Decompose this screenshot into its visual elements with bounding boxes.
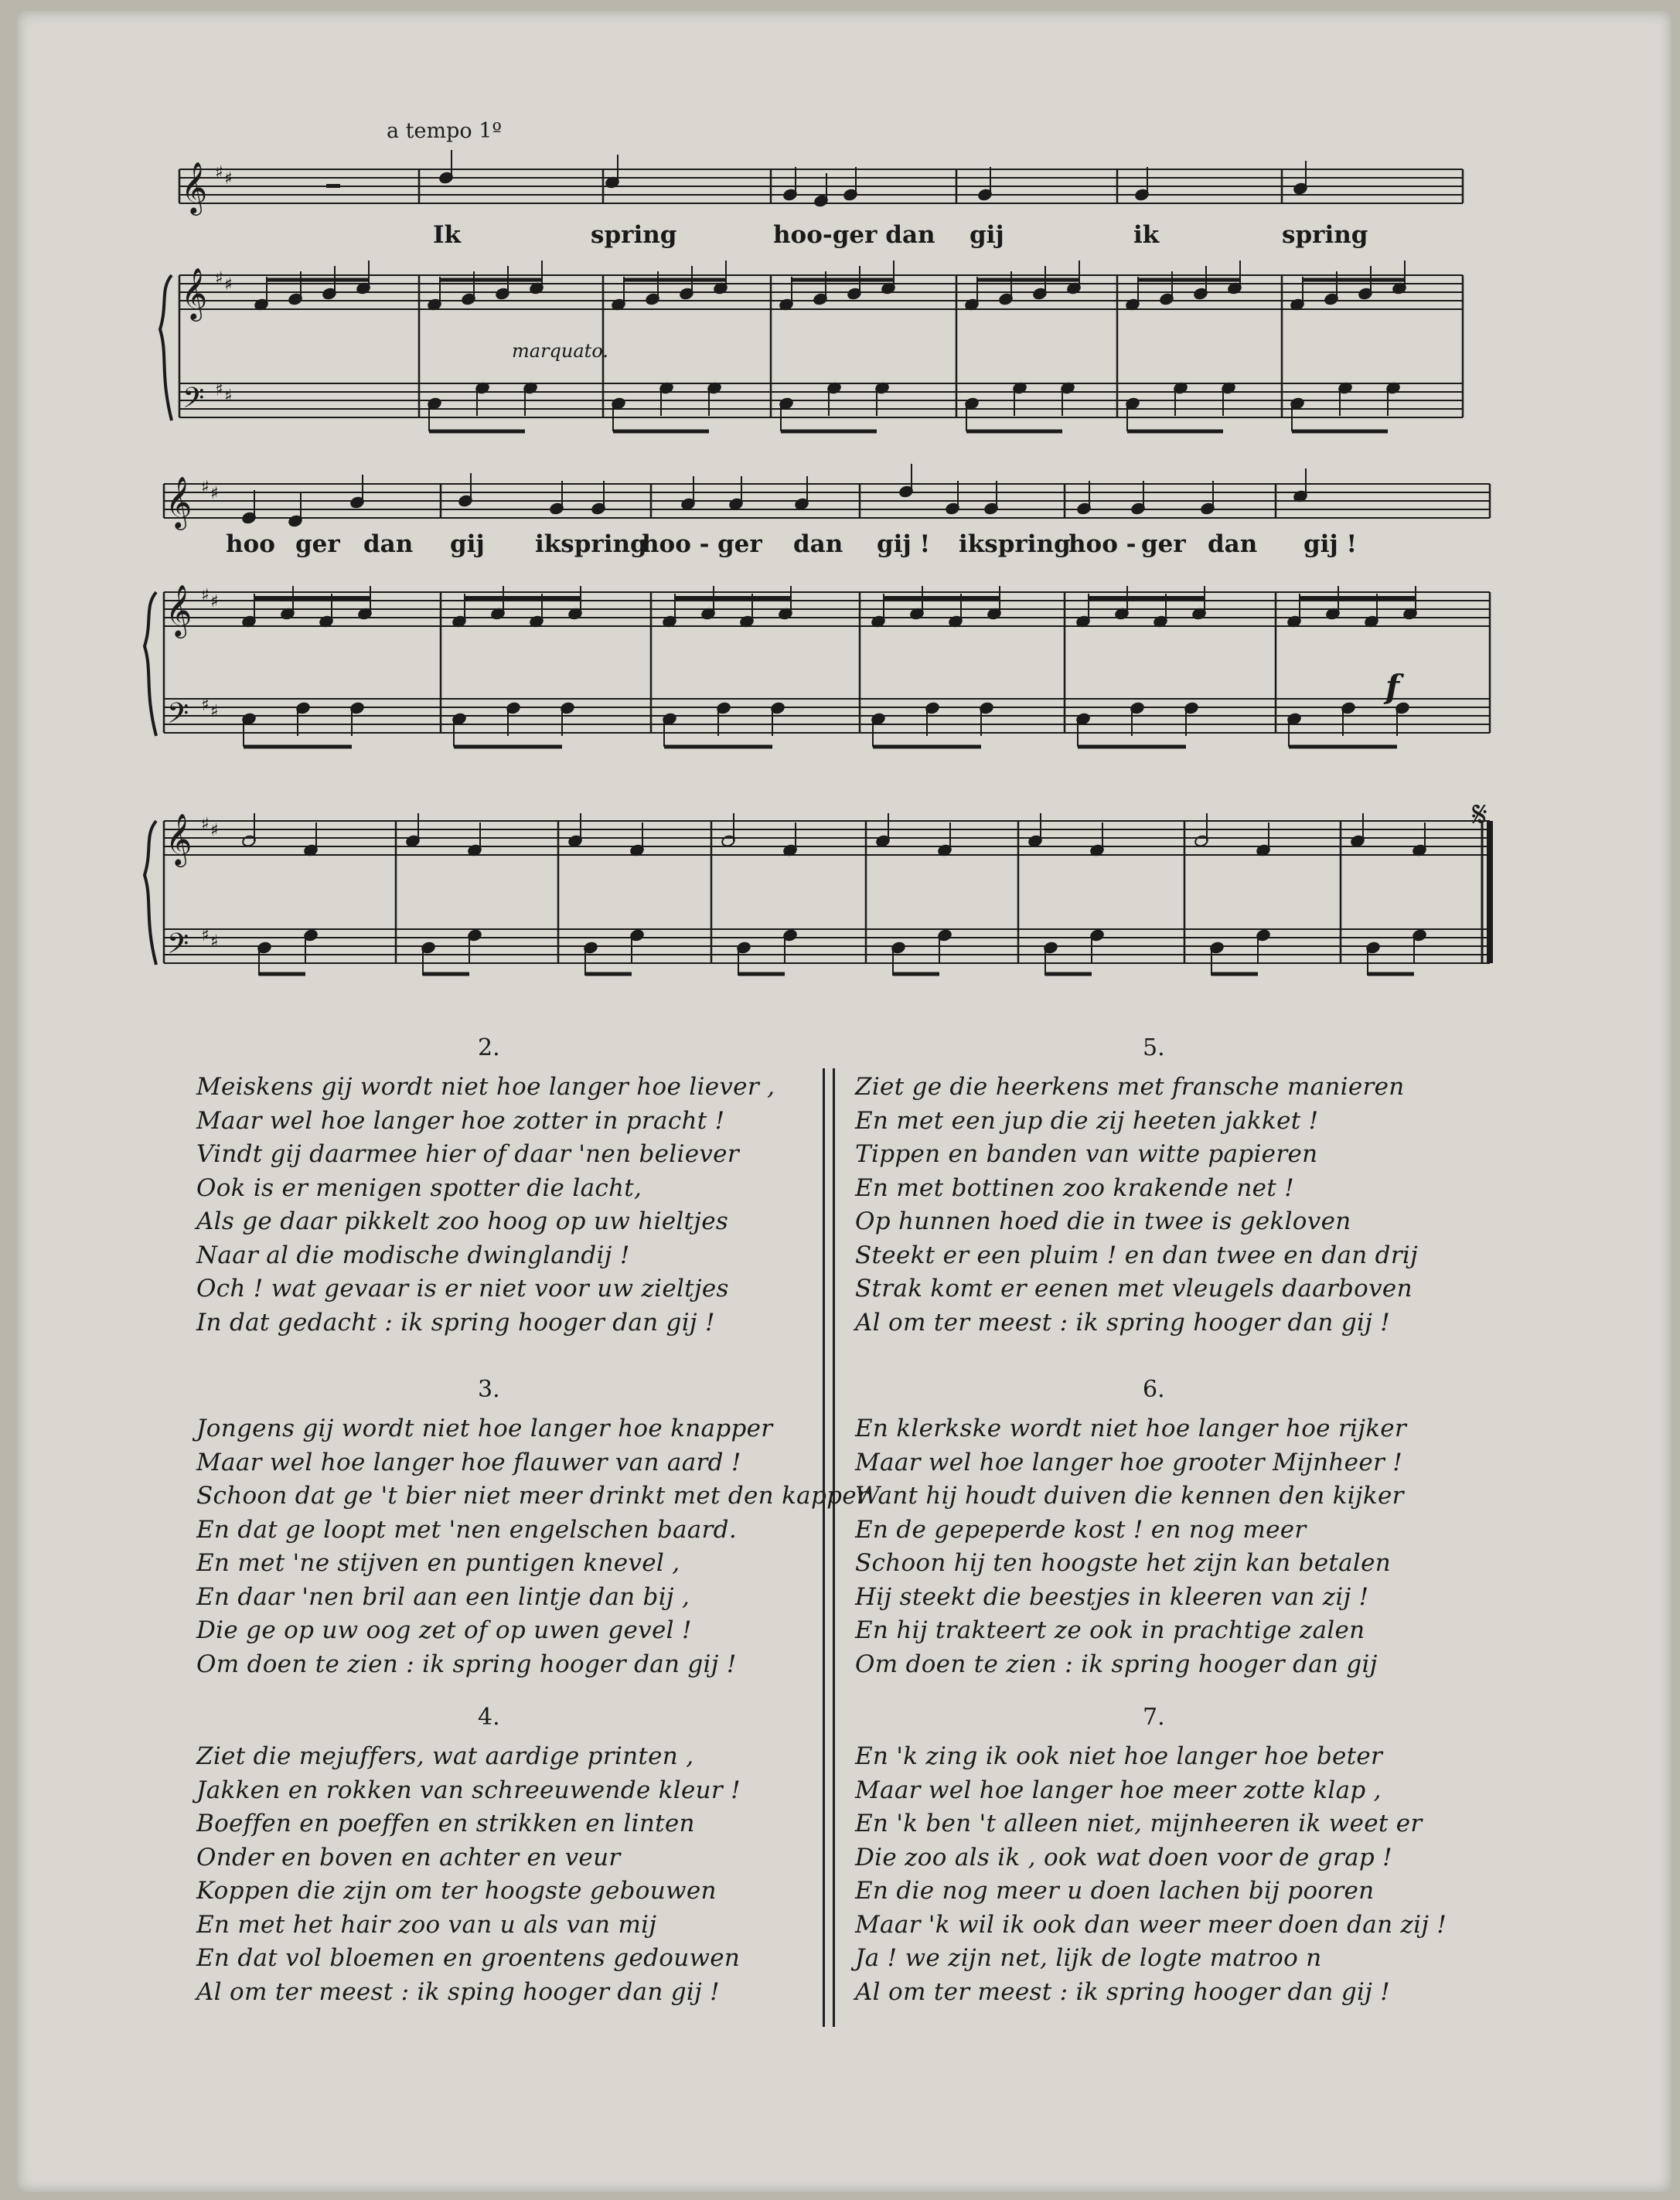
verse-number: 7.: [1143, 1704, 1165, 1731]
piano-brace: [160, 275, 172, 421]
verse-line: Maar wel hoe langer hoe meer zotte klap ,: [855, 1776, 1382, 1804]
sharp-icon: ♯: [215, 163, 223, 182]
lyric-word: spring: [1282, 221, 1368, 249]
verse-line: Al om ter meest : ik sping hooger dan gij !: [196, 1977, 720, 2006]
column-divider: [823, 1068, 835, 2027]
verse-line: En 'k ben 't alleen niet, mijnheeren ik weet er: [855, 1810, 1423, 1837]
verse-line: Strak komt er eenen met vleugels daarboven: [855, 1275, 1412, 1303]
bass-clef-icon: 𝄢: [167, 928, 189, 967]
verse-line: En met bottinen zoo krakende net !: [855, 1173, 1294, 1202]
sharp-icon: ♯: [210, 932, 219, 952]
treble-clef-icon: 𝄞: [165, 812, 193, 865]
verse-line: Ziet die mejuffers, wat aardige printen ,: [196, 1742, 694, 1770]
treble-clef-icon: 𝄞: [181, 267, 208, 319]
piano-brace: [145, 592, 156, 736]
verse-number: 4.: [478, 1704, 500, 1731]
sharp-icon: ♯: [201, 815, 210, 834]
verse-line: En dat vol bloemen en groentens gedouwen: [196, 1944, 741, 1972]
treble-clef-icon: 𝄞: [165, 475, 193, 528]
verse-line: Jongens gij wordt niet hoe langer hoe knapper: [196, 1415, 773, 1442]
verse-line: Onder en boven en achter en veur: [196, 1843, 621, 1871]
verse-line: Boeffen en poeffen en strikken en linten: [196, 1810, 695, 1837]
verse-line: Hij steekt die beestjes in kleeren van zij !: [855, 1582, 1369, 1611]
sharp-icon: ♯: [201, 586, 210, 605]
verse-line: Tippen en banden van witte papieren: [855, 1140, 1318, 1168]
lyric-word: ik: [1133, 221, 1160, 249]
verse-line: En dat ge loopt met 'nen engelschen baard.: [196, 1515, 737, 1544]
verse-line: Vindt gij daarmee hier of daar 'nen believer: [196, 1140, 739, 1168]
lyric-word: hoo-ger dan: [773, 221, 935, 249]
lyric-word: gij: [450, 530, 485, 558]
sheet-music-page: [17, 11, 1671, 2192]
verse-number: 5.: [1143, 1034, 1165, 1061]
verse-line: Die zoo als ik , ook wat doen voor de grap !: [855, 1843, 1392, 1871]
verse-line: En met het hair zoo van u als van mij: [196, 1910, 657, 1939]
lyric-word: gij !: [877, 530, 931, 558]
verse-line: Want hij houdt duiven die kennen den kijker: [855, 1482, 1404, 1510]
tempo-marking: a tempo 1º: [387, 119, 503, 143]
verse-line: En die nog meer u doen lachen bij pooren: [855, 1877, 1375, 1905]
bass-clef-icon: 𝄢: [182, 382, 205, 421]
verse-line: Steekt er een pluim ! en dan twee en dan drij: [855, 1241, 1419, 1269]
forte-marking: f: [1385, 668, 1400, 706]
sharp-icon: ♯: [224, 387, 233, 406]
lyric-word: ger: [717, 530, 762, 558]
verse-line: Maar wel hoe langer hoe zotter in pracht !: [196, 1106, 725, 1135]
verse-line: En klerkske wordt niet hoe langer hoe rijker: [855, 1415, 1407, 1442]
lyric-word: spring: [591, 221, 677, 249]
bass-clef-icon: 𝄢: [167, 697, 189, 737]
verse-line: Jakken en rokken van schreeuwende kleur !: [196, 1776, 741, 1804]
sharp-icon: ♯: [210, 484, 219, 503]
verse-line: Om doen te zien : ik spring hooger dan gij: [855, 1650, 1378, 1678]
verse-line: Op hunnen hoed die in twee is gekloven: [855, 1207, 1351, 1235]
verse-line: Maar wel hoe langer hoe flauwer van aard !: [196, 1448, 741, 1476]
lyric-word: hoo: [226, 530, 275, 558]
verse-number: 6.: [1143, 1376, 1165, 1403]
verse-line: Ziet ge die heerkens met fransche manieren: [855, 1073, 1405, 1101]
verse-line: En hij trakteert ze ook in prachtige zalen: [855, 1616, 1365, 1644]
marquato-marking: marquato.: [512, 340, 608, 362]
piano-brace: [145, 821, 156, 965]
sharp-icon: ♯: [201, 926, 210, 945]
verse-line: Die ge op uw oog zet of op uwen gevel !: [196, 1616, 692, 1644]
sharp-icon: ♯: [224, 275, 233, 295]
verse-line: Och ! wat gevaar is er niet voor uw zieltjes: [196, 1275, 729, 1303]
lyric-word: gij !: [1303, 530, 1358, 558]
verse-line: Schoon hij ten hoogste het zijn kan betalen: [855, 1549, 1392, 1577]
sharp-icon: ♯: [201, 478, 210, 497]
verse-line: Al om ter meest : ik spring hooger dan gij !: [855, 1977, 1391, 2006]
sharp-icon: ♯: [201, 696, 210, 715]
lyric-word: hoo -: [642, 530, 710, 558]
lyric-word: ger: [295, 530, 340, 558]
sharp-icon: ♯: [215, 380, 223, 400]
lyric-word: hoo -: [1068, 530, 1136, 558]
verse-line: Meiskens gij wordt niet hoe langer hoe liever ,: [196, 1073, 775, 1101]
verse-line: Als ge daar pikkelt zoo hoog op uw hieltjes: [196, 1207, 729, 1235]
lyric-word: gij: [969, 221, 1004, 249]
lyric-word: dan: [1208, 530, 1258, 558]
sharp-icon: ♯: [210, 592, 219, 611]
verse-line: En met een jup die zij heeten jakket !: [855, 1106, 1319, 1135]
verse-line: Al om ter meest : ik spring hooger dan gij !: [855, 1308, 1391, 1337]
verse-line: Ja ! we zijn net, lijk de logte matroo n: [855, 1944, 1322, 1972]
verse-line: In dat gedacht : ik spring hooger dan gij !: [196, 1308, 715, 1337]
sharp-icon: ♯: [224, 169, 233, 189]
verse-line: En met 'ne stijven en puntigen knevel ,: [196, 1549, 680, 1577]
segno-sign: 𝄋: [1472, 793, 1487, 835]
verse-line: Maar 'k wil ik ook dan weer meer doen dan zij !: [855, 1910, 1447, 1939]
rest-icon: [326, 184, 340, 188]
treble-clef-icon: 𝄞: [165, 584, 193, 636]
lyric-word: dan: [363, 530, 414, 558]
treble-clef-icon: 𝄞: [181, 161, 208, 213]
lyric-word: ikspring: [959, 530, 1071, 558]
sharp-icon: ♯: [215, 269, 223, 288]
verse-line: En 'k zing ik ook niet hoe langer hoe beter: [855, 1742, 1383, 1770]
lyric-word: ger: [1141, 530, 1186, 558]
verse-line: En daar 'nen bril aan een lintje dan bij ,: [196, 1582, 690, 1611]
verse-line: Schoon dat ge 't bier niet meer drinkt met den kapper: [196, 1482, 869, 1510]
verse-line: Naar al die modische dwinglandij !: [196, 1241, 630, 1269]
verse-line: Koppen die zijn om ter hoogste gebouwen: [196, 1877, 717, 1905]
verse-number: 3.: [478, 1376, 500, 1403]
verse-line: Om doen te zien : ik spring hooger dan gij !: [196, 1650, 737, 1678]
verse-line: En de gepeperde kost ! en nog meer: [855, 1515, 1307, 1544]
lyric-word: dan: [793, 530, 843, 558]
verse-line: Maar wel hoe langer hoe grooter Mijnheer !: [855, 1448, 1402, 1476]
sharp-icon: ♯: [210, 821, 219, 840]
lyric-word: ikspring: [535, 530, 647, 558]
sharp-icon: ♯: [210, 702, 219, 721]
lyric-word: Ik: [433, 221, 461, 249]
verse-line: Ook is er menigen spotter die lacht,: [196, 1173, 642, 1202]
music-notation: [17, 11, 1671, 1016]
verse-number: 2.: [478, 1034, 500, 1061]
